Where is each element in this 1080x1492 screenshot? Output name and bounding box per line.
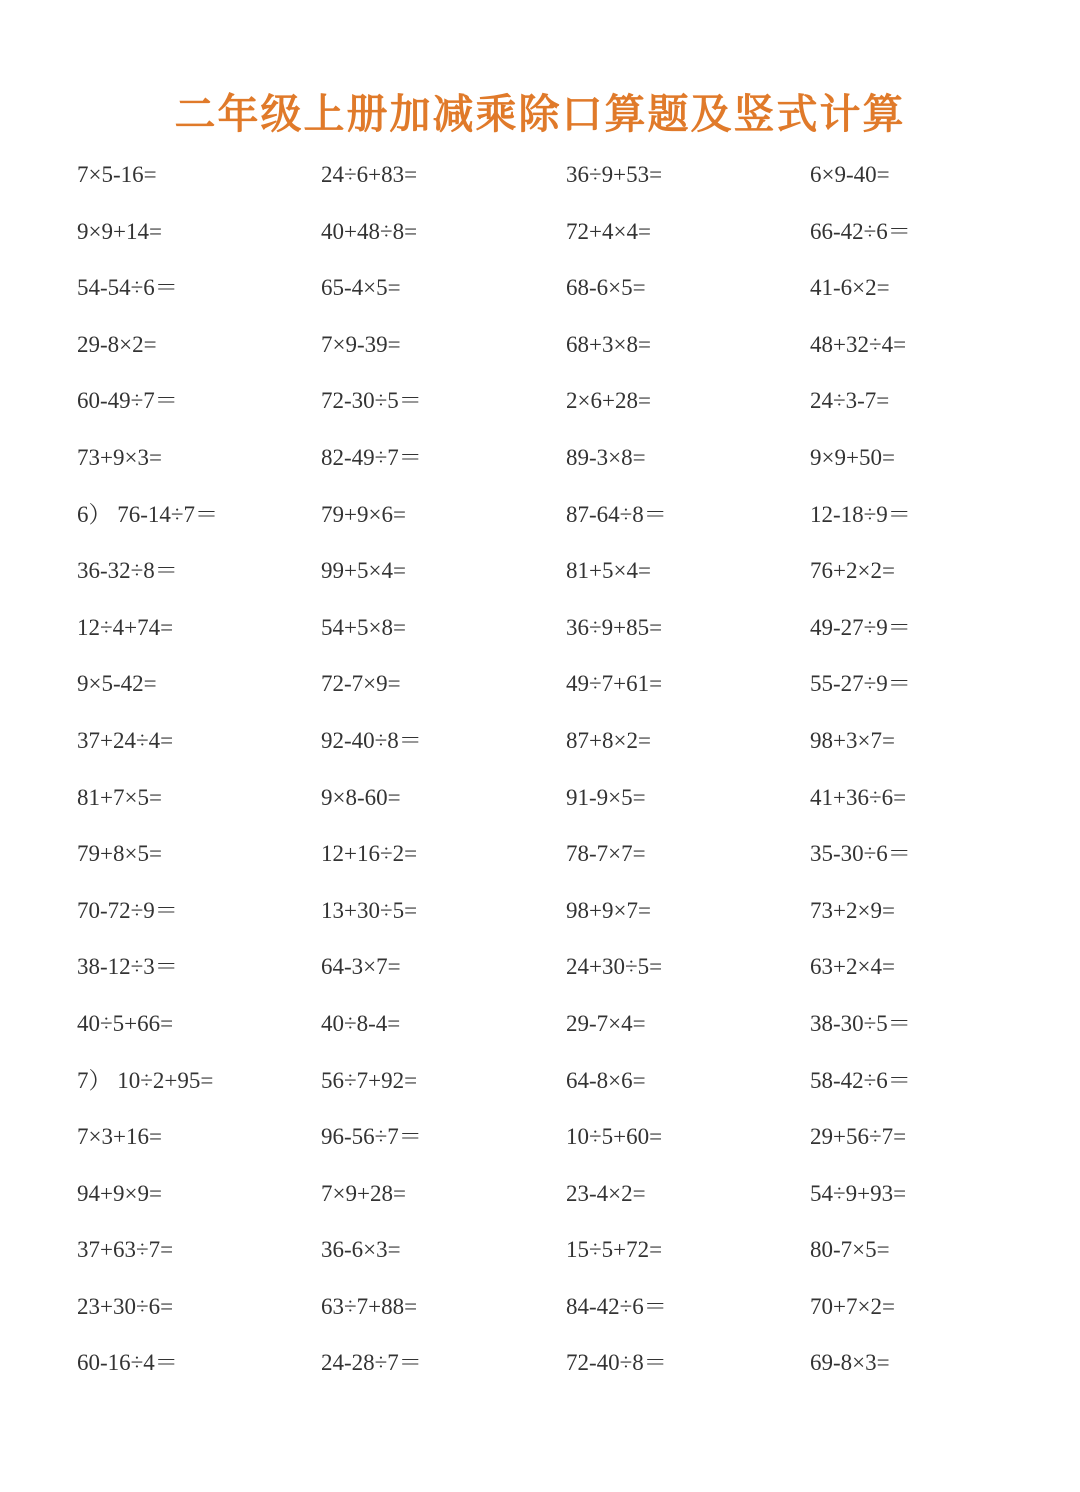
arithmetic-problem: 7×9+28=: [321, 1180, 406, 1206]
arithmetic-problem: 64-3×7=: [321, 954, 401, 980]
arithmetic-problem: 87-64÷8＝: [566, 501, 667, 527]
arithmetic-problem: 96-56÷7＝: [321, 1124, 422, 1150]
problem-row: [0, 773, 1080, 830]
arithmetic-problem: 36-6×3=: [321, 1237, 401, 1263]
problem-row: [0, 886, 1080, 943]
arithmetic-problem: 24-28÷7＝: [321, 1350, 422, 1376]
arithmetic-problem: 76+2×2=: [810, 558, 895, 584]
arithmetic-problem: 68+3×8=: [566, 331, 651, 357]
arithmetic-problem: 6） 76-14÷7＝: [77, 501, 219, 527]
problem-row: [0, 1282, 1080, 1339]
arithmetic-problem: 70+7×2=: [810, 1293, 895, 1319]
arithmetic-problem: 55-27÷9＝: [810, 671, 911, 697]
arithmetic-problem: 9×5-42=: [77, 671, 157, 697]
arithmetic-problem: 78-7×7=: [566, 841, 646, 867]
problem-row: [0, 150, 1080, 207]
arithmetic-problem: 69-8×3=: [810, 1350, 890, 1376]
arithmetic-problem: 66-42÷6＝: [810, 218, 911, 244]
arithmetic-problem: 98+3×7=: [810, 727, 895, 753]
arithmetic-problem: 9×8-60=: [321, 784, 401, 810]
arithmetic-problem: 29-8×2=: [77, 331, 157, 357]
arithmetic-problem: 38-30÷5＝: [810, 1010, 911, 1036]
arithmetic-problem: 35-30÷6＝: [810, 841, 911, 867]
arithmetic-problem: 29+56÷7=: [810, 1124, 907, 1150]
arithmetic-problem: 7×5-16=: [77, 162, 157, 187]
arithmetic-problem: 58-42÷6＝: [810, 1067, 911, 1093]
arithmetic-problem: 36÷9+85=: [566, 614, 663, 640]
arithmetic-problem: 79+9×6=: [321, 501, 406, 527]
arithmetic-problem: 40÷5+66=: [77, 1010, 174, 1036]
arithmetic-problem: 15÷5+72=: [566, 1237, 663, 1263]
problem-row: [0, 1112, 1080, 1169]
arithmetic-problem: 81+5×4=: [566, 558, 651, 584]
arithmetic-problem: 41+36÷6=: [810, 784, 907, 810]
arithmetic-problem: 7×9-39=: [321, 331, 401, 357]
problem-row: [0, 942, 1080, 999]
problem-row: [0, 1338, 1080, 1395]
problem-row: [0, 659, 1080, 716]
problem-row: [0, 490, 1080, 547]
arithmetic-problem: 56÷7+92=: [321, 1067, 418, 1093]
arithmetic-problem: 12÷4+74=: [77, 614, 174, 640]
arithmetic-problem: 2×6+28=: [566, 388, 651, 414]
arithmetic-problem: 89-3×8=: [566, 444, 646, 470]
arithmetic-problem: 12-18÷9＝: [810, 501, 911, 527]
arithmetic-problem: 37+63÷7=: [77, 1237, 174, 1263]
problem-row: [0, 1169, 1080, 1226]
arithmetic-problem: 98+9×7=: [566, 897, 651, 923]
arithmetic-problem: 7） 10÷2+95=: [77, 1067, 214, 1093]
arithmetic-problem: 24÷3-7=: [810, 388, 890, 414]
problem-row: [0, 603, 1080, 660]
arithmetic-problem: 23-4×2=: [566, 1180, 646, 1206]
arithmetic-problem: 40÷8-4=: [321, 1010, 401, 1036]
arithmetic-problem: 60-49÷7＝: [77, 388, 178, 414]
arithmetic-problem: 9×9+14=: [77, 218, 162, 244]
problem-row: [0, 1225, 1080, 1282]
arithmetic-problem: 40+48÷8=: [321, 218, 418, 244]
arithmetic-problem: 64-8×6=: [566, 1067, 646, 1093]
arithmetic-problem: 49÷7+61=: [566, 671, 663, 697]
arithmetic-problem: 68-6×5=: [566, 275, 646, 301]
arithmetic-problem: 87+8×2=: [566, 727, 651, 753]
arithmetic-problem: 37+24÷4=: [77, 727, 174, 753]
arithmetic-problem: 24+30÷5=: [566, 954, 663, 980]
arithmetic-problem: 36÷9+53=: [566, 162, 663, 187]
arithmetic-problem: 41-6×2=: [810, 275, 890, 301]
arithmetic-problem: 6×9-40=: [810, 162, 890, 187]
arithmetic-problem: 24÷6+83=: [321, 162, 418, 187]
problem-row: [0, 829, 1080, 886]
arithmetic-problem: 29-7×4=: [566, 1010, 646, 1036]
arithmetic-problem: 94+9×9=: [77, 1180, 162, 1206]
arithmetic-problem: 81+7×5=: [77, 784, 162, 810]
arithmetic-problem: 23+30÷6=: [77, 1293, 174, 1319]
arithmetic-problem: 38-12÷3＝: [77, 954, 178, 980]
arithmetic-problem: 72+4×4=: [566, 218, 651, 244]
arithmetic-problem: 60-16÷4＝: [77, 1350, 178, 1376]
arithmetic-problem: 99+5×4=: [321, 558, 406, 584]
arithmetic-problem: 65-4×5=: [321, 275, 401, 301]
problem-grid: [0, 150, 1080, 1395]
problem-row: [0, 376, 1080, 433]
arithmetic-problem: 36-32÷8＝: [77, 558, 178, 584]
arithmetic-problem: 7×3+16=: [77, 1124, 162, 1150]
arithmetic-problem: 12+16÷2=: [321, 841, 418, 867]
arithmetic-problem: 72-30÷5＝: [321, 388, 422, 414]
arithmetic-problem: 10÷5+60=: [566, 1124, 663, 1150]
arithmetic-problem: 91-9×5=: [566, 784, 646, 810]
problem-row: [0, 999, 1080, 1056]
arithmetic-problem: 73+9×3=: [77, 444, 162, 470]
arithmetic-problem: 82-49÷7＝: [321, 444, 422, 470]
problem-row: [0, 716, 1080, 773]
arithmetic-problem: 72-7×9=: [321, 671, 401, 697]
problem-row: [0, 546, 1080, 603]
arithmetic-problem: 73+2×9=: [810, 897, 895, 923]
problem-row: [0, 433, 1080, 490]
arithmetic-problem: 54+5×8=: [321, 614, 406, 640]
arithmetic-problem: 54÷9+93=: [810, 1180, 907, 1206]
arithmetic-problem: 79+8×5=: [77, 841, 162, 867]
arithmetic-problem: 48+32÷4=: [810, 331, 907, 357]
arithmetic-problem: 70-72÷9＝: [77, 897, 178, 923]
arithmetic-problem: 9×9+50=: [810, 444, 895, 470]
arithmetic-problem: 72-40÷8＝: [566, 1350, 667, 1376]
arithmetic-problem: 54-54÷6＝: [77, 275, 178, 301]
problem-row: [0, 207, 1080, 264]
arithmetic-problem: 84-42÷6＝: [566, 1293, 667, 1319]
page-title: 二年级上册加减乘除口算题及竖式计算: [174, 90, 906, 138]
problem-row: [0, 263, 1080, 320]
arithmetic-problem: 63÷7+88=: [321, 1293, 418, 1319]
arithmetic-problem: 80-7×5=: [810, 1237, 890, 1263]
arithmetic-problem: 49-27÷9＝: [810, 614, 911, 640]
problem-row: [0, 320, 1080, 377]
problem-row: [0, 1056, 1080, 1113]
arithmetic-problem: 92-40÷8＝: [321, 727, 422, 753]
arithmetic-problem: 13+30÷5=: [321, 897, 418, 923]
arithmetic-problem: 63+2×4=: [810, 954, 895, 980]
